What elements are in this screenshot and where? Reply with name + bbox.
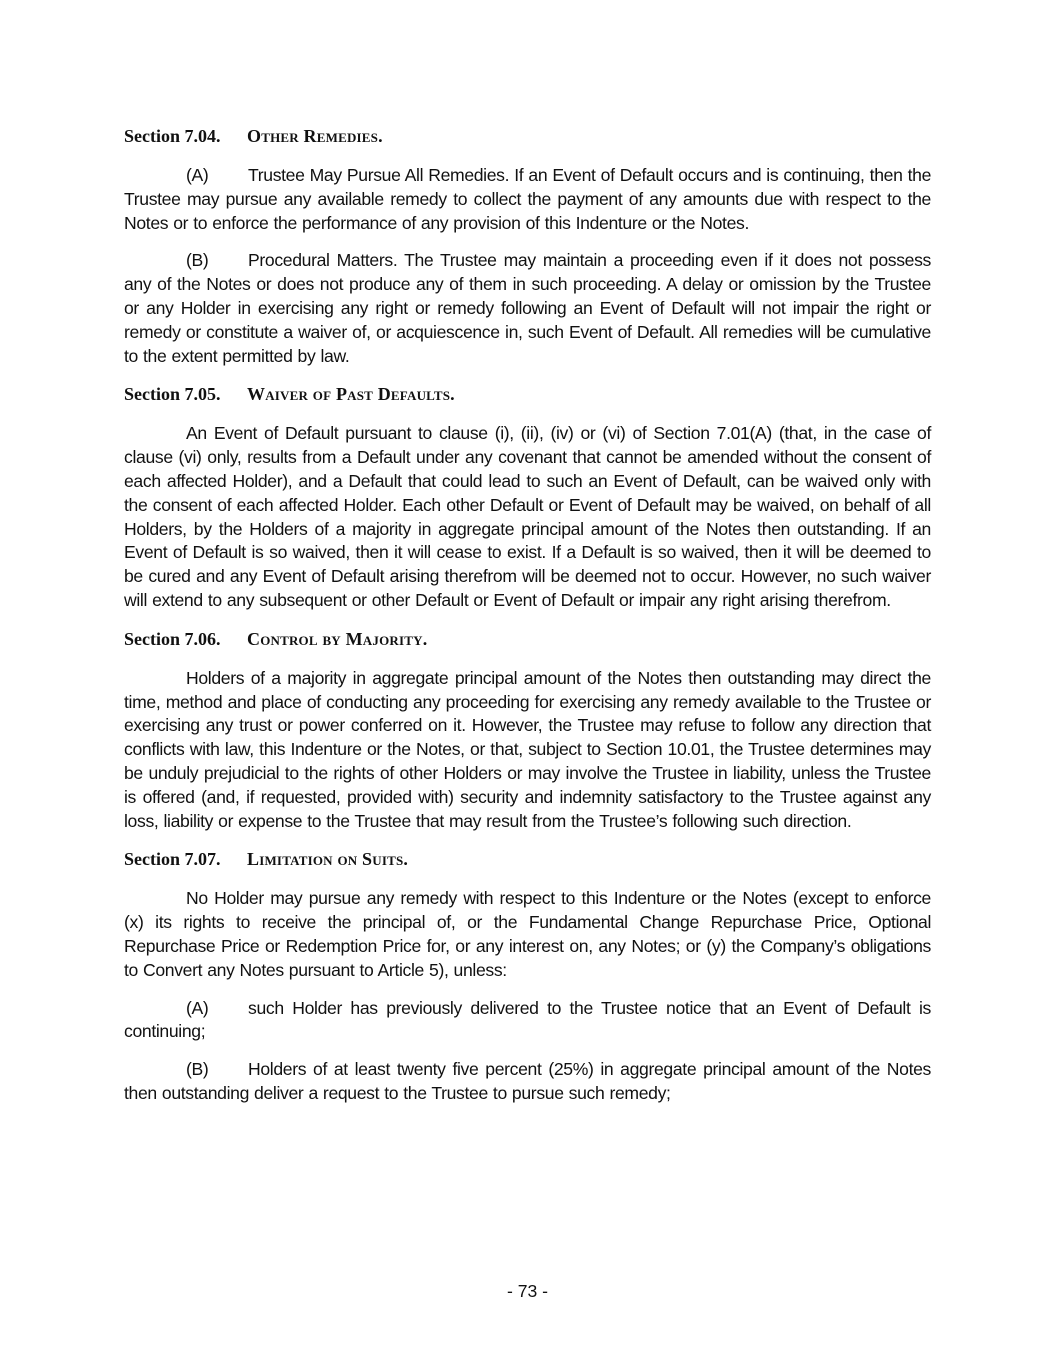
paragraph-text: Trustee May Pursue All Remedies. If an Event of Default occurs and is continuing, then the Trustee may pursue any available remedy to collect the payment of any amounts due with respect to the Notes or to enforce the performance of any provision of this Indenture or the Notes.: [124, 165, 931, 233]
paragraph-text: Holders of at least twenty five percent (25%) in aggregate principal amount of the Notes then outstanding deliver a request to the Trustee to pursue such remedy;: [124, 1059, 931, 1103]
page-number: - 73 -: [506, 1281, 549, 1301]
paragraph-label: (B): [186, 1059, 209, 1080]
section-number: Section 7.07.: [124, 849, 221, 870]
section-7-07: [124, 847, 931, 1105]
section-7-06: [124, 627, 931, 834]
section-heading: [124, 627, 931, 651]
paragraph-text: such Holder has previously delivered to the Trustee notice that an Event of Default is continuing;: [124, 997, 931, 1042]
section-number: Section 7.06.: [124, 628, 221, 649]
paragraph: [124, 422, 931, 612]
paragraph-text: Holders of a majority in aggregate principal amount of the Notes then outstanding may direct the time, method and place of conducting any proceeding for exercising any remedy available to the Trustee or exercising any trust or power conferred on it. However, the Trustee may refuse to follow any direction that conflicts with law, this Indenture or the Notes, or that, subject to Section 10.01, the Trustee determines may be unduly prejudicial to the rights of other Holders or may involve the Trustee in liability, unless the Trustee is offered (and, if requested, provided with) security and indemnity satisfactory to the Trustee against any loss, liability or expense to the Trustee that may result from the Trustee’s following such direction.: [124, 667, 931, 831]
paragraph-label: (B): [186, 250, 209, 271]
section-title: Waiver of Past Defaults.: [247, 384, 455, 405]
paragraph-text: No Holder may pursue any remedy with respect to this Indenture or the Notes (except to enforce (x) its rights to receive the principal of, or the Fundamental Change Repurchase Price, Optional Repurchase Price or Redemption Price for, or any interest on, any Notes; or (y) the Company’s obligations to Convert any Notes pursuant to Article 5), unless:: [124, 888, 931, 980]
section-7-04: [124, 124, 931, 368]
section-number: Section 7.05.: [124, 384, 221, 405]
paragraph: [124, 667, 931, 834]
section-title: Control by Majority.: [247, 628, 428, 649]
paragraph: [124, 887, 931, 982]
paragraph-label: (A): [186, 165, 209, 185]
paragraph-a: [124, 164, 931, 235]
section-heading: [124, 847, 931, 871]
section-heading: [124, 382, 931, 406]
section-title: Limitation on Suits.: [247, 849, 409, 870]
paragraph-text: Procedural Matters. The Trustee may maintain a proceeding even if it does not possess any of the Notes or does not produce any of them in such proceeding. A delay or omission by the Trustee or any Holder in exercising any right or remedy following an Event of Default will not impair the right or remedy or constitute a waiver of, or acquiescence in, such Event of Default. All remedies will be cumulative to the extent permitted by law.: [124, 250, 931, 366]
section-number: Section 7.04.: [124, 126, 221, 146]
section-7-05: [124, 382, 931, 612]
section-heading: [124, 124, 931, 148]
section-title: Other Remedies.: [247, 126, 383, 146]
paragraph-b: [124, 249, 931, 368]
document-page: [124, 124, 931, 1120]
paragraph-a: [124, 997, 931, 1045]
paragraph-text: An Event of Default pursuant to clause (i), (ii), (iv) or (vi) of Section 7.01(A) (that, in the case of clause (vi) only, results from a Default under any covenant that cannot be amended without the consent of each affected Holder), and a Default that could lead to such an Event of Default, can be waived only with the consent of each affected Holder. Each other Default or Event of Default may be waived, on behalf of all Holders, by the Holders of a majority in aggregate principal amount of the Notes then outstanding. If an Event of Default is so waived, then it will cease to exist. If a Default is so waived, then it will be deemed to be cured and any Event of Default arising therefrom will be deemed not to occur. However, no such waiver will extend to any subsequent or other Default or Event of Default or impair any right arising therefrom.: [124, 423, 931, 610]
paragraph-label: (A): [186, 997, 209, 1018]
paragraph-b: [124, 1058, 931, 1106]
